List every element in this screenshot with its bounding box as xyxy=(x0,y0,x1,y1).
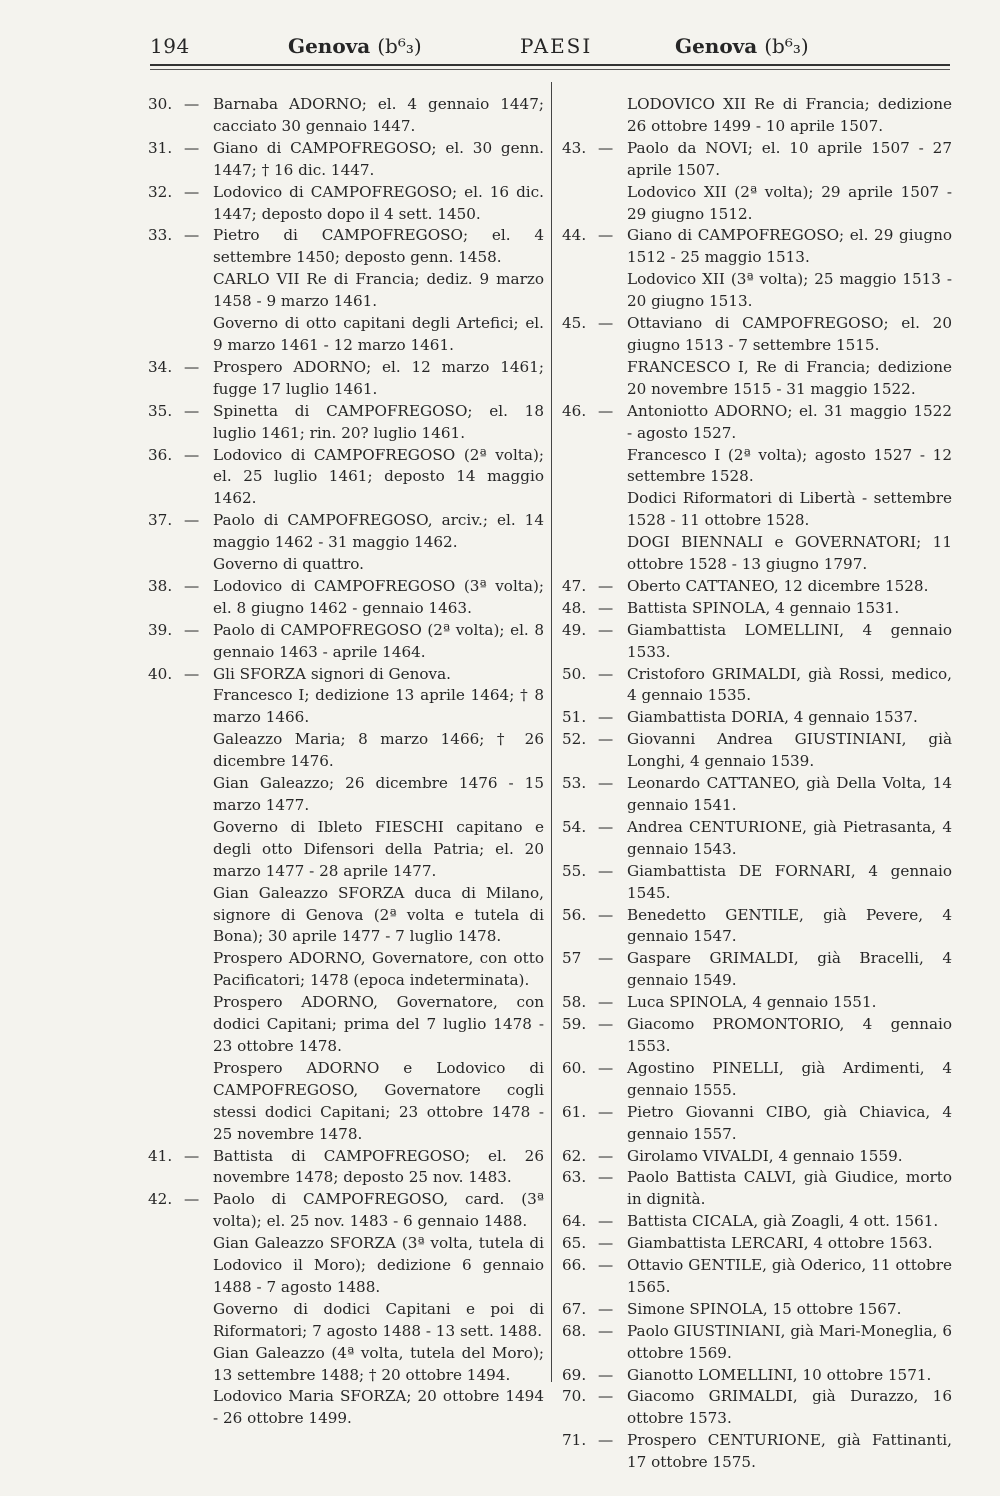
numbered-entry xyxy=(148,576,544,620)
entry-dash: — xyxy=(598,138,614,157)
entry-number: 65. xyxy=(562,1234,587,1253)
right-column xyxy=(562,94,952,1474)
entry-number: 30. xyxy=(148,95,173,113)
numbered-entry xyxy=(562,905,952,949)
entry-text: DOGI BIENNALI e GOVERNATORI; 11 ottobre 1528 - 13 giugno 1797. xyxy=(627,533,952,574)
entry-dash: — xyxy=(598,949,614,968)
entry-text: Paolo di CAMPOFREGOSO, card. (3ª volta); el. 25 nov. 1483 - 6 gennaio 1488. xyxy=(213,1190,544,1231)
sub-entry xyxy=(148,1058,544,1146)
entry-text: Governo di otto capitani degli Artefici; el. 9 marzo 1461 - 12 marzo 1461. xyxy=(213,314,544,354)
numbered-entry xyxy=(148,510,544,554)
entry-number: 34. xyxy=(148,357,173,376)
entry-dash: — xyxy=(598,1256,614,1275)
entry-text: Prospero CENTURIONE, già Fattinanti, 17 ottobre 1575. xyxy=(627,1431,952,1472)
entry-text: Giano di CAMPOFREGOSO; el. 29 giugno 1512 - 25 maggio 1513. xyxy=(627,226,952,267)
entry-text: Luca SPINOLA, 4 gennaio 1551. xyxy=(627,993,877,1012)
entry-number: 66. xyxy=(562,1256,587,1275)
entry-text: Governo di dodici Capitani e poi di Riformatori; 7 agosto 1488 - 13 sett. 1488. xyxy=(213,1299,544,1340)
numbered-entry xyxy=(562,620,952,664)
sub-entry xyxy=(148,685,544,729)
entry-dash: — xyxy=(184,620,200,639)
numbered-entry xyxy=(148,357,544,401)
entry-text: Governo di quattro. xyxy=(213,555,364,574)
entry-number: 62. xyxy=(562,1146,587,1165)
entry-dash: — xyxy=(184,182,200,201)
entry-dash: — xyxy=(184,511,200,530)
entry-dash: — xyxy=(598,598,614,617)
numbered-entry xyxy=(148,445,544,511)
numbered-entry xyxy=(148,94,544,138)
entry-dash: — xyxy=(598,1146,614,1165)
entry-number: 31. xyxy=(148,138,173,157)
entry-text: Galeazzo Maria; 8 marzo 1466; † 26 dicembre 1476. xyxy=(213,730,544,771)
entry-dash: — xyxy=(598,226,614,245)
entry-number: 46. xyxy=(562,401,587,420)
entry-text: CARLO VII Re di Francia; dediz. 9 marzo 1458 - 9 marzo 1461. xyxy=(213,270,544,311)
entry-number: 67. xyxy=(562,1299,587,1318)
numbered-entry xyxy=(562,313,952,357)
entry-text: Oberto CATTANEO, 12 dicembre 1528. xyxy=(627,576,929,595)
sub-entry xyxy=(148,313,544,357)
numbered-entry xyxy=(562,1430,952,1474)
entry-text: Gian Galeazzo; 26 dicembre 1476 - 15 marzo 1477. xyxy=(213,774,544,814)
entry-dash: — xyxy=(184,1146,200,1165)
entry-dash: — xyxy=(598,774,614,793)
numbered-entry xyxy=(562,729,952,773)
entry-dash: — xyxy=(184,1190,200,1209)
header-left-signature: (b⁶₃) xyxy=(377,34,422,58)
entry-dash: — xyxy=(598,1102,614,1121)
header-right-signature: (b⁶₃) xyxy=(764,34,809,58)
entry-number: 32. xyxy=(148,182,173,201)
header-left-name: Genova xyxy=(288,34,371,58)
entry-number: 48. xyxy=(562,598,587,617)
entry-number: 47. xyxy=(562,576,587,595)
sub-entry xyxy=(562,532,952,576)
entry-text: Prospero ADORNO; el. 12 marzo 1461; fugge 17 luglio 1461. xyxy=(213,357,544,398)
entry-text: Andrea CENTURIONE, già Pietrasanta, 4 gennaio 1543. xyxy=(627,817,952,858)
entry-text: Pietro Giovanni CIBO, già Chiavica, 4 gennaio 1557. xyxy=(627,1102,952,1143)
entry-number: 71. xyxy=(562,1431,587,1450)
entry-number: 51. xyxy=(562,708,587,727)
entry-text: Gli SFORZA signori di Genova. xyxy=(213,664,452,683)
entry-number: 42. xyxy=(148,1190,173,1209)
entry-dash: — xyxy=(598,1321,614,1340)
entry-text: Prospero ADORNO, Governatore, con dodici Capitani; prima del 7 luglio 1478 - 23 ottobre 1478. xyxy=(213,993,544,1055)
entry-dash: — xyxy=(598,664,614,683)
sub-entry xyxy=(148,269,544,313)
entry-number: 53. xyxy=(562,774,587,793)
entry-number: 54. xyxy=(562,817,587,836)
numbered-entry xyxy=(148,225,544,269)
entry-dash: — xyxy=(598,1212,614,1231)
numbered-entry xyxy=(562,1014,952,1058)
sub-entry xyxy=(148,1343,544,1387)
entry-dash: — xyxy=(598,1168,614,1187)
sub-entry xyxy=(148,883,544,949)
entry-dash: — xyxy=(184,226,200,245)
entry-text: Prospero ADORNO, Governatore, con otto Pacificatori; 1478 (epoca indeterminata). xyxy=(213,949,544,990)
entry-dash: — xyxy=(598,1058,614,1077)
numbered-entry xyxy=(562,1255,952,1299)
sub-entry xyxy=(148,773,544,817)
entry-text: Agostino PINELLI, già Ardimenti, 4 gennaio 1555. xyxy=(627,1058,952,1099)
entry-dash: — xyxy=(598,576,614,595)
entry-number: 58. xyxy=(562,993,587,1012)
entry-number: 36. xyxy=(148,445,173,464)
entry-text: Gian Galeazzo (4ª volta, tutela del Moro); 13 settembre 1488; † 20 ottobre 1494. xyxy=(213,1343,544,1384)
numbered-entry xyxy=(148,401,544,445)
entry-dash: — xyxy=(184,445,200,464)
entry-text: FRANCESCO I, Re di Francia; dedizione 20 novembre 1515 - 31 maggio 1522. xyxy=(627,357,952,398)
numbered-entry xyxy=(562,401,952,445)
entry-number: 55. xyxy=(562,861,587,880)
entry-text: Giano di CAMPOFREGOSO; el. 30 genn. 1447; † 16 dic. 1447. xyxy=(213,138,544,179)
numbered-entry xyxy=(148,1146,544,1190)
entry-dash: — xyxy=(598,1234,614,1253)
entry-dash: — xyxy=(184,664,200,683)
entry-text: Simone SPINOLA, 15 ottobre 1567. xyxy=(627,1299,902,1318)
left-column xyxy=(148,94,544,1430)
numbered-entry xyxy=(148,620,544,664)
entry-text: Girolamo VIVALDI, 4 gennaio 1559. xyxy=(627,1146,903,1165)
numbered-entry xyxy=(562,1299,952,1321)
entry-text: Giambattista DORIA, 4 gennaio 1537. xyxy=(627,708,918,727)
entry-text: Lodovico di CAMPOFREGOSO; el. 16 dic. 1447; deposto dopo il 4 sett. 1450. xyxy=(213,182,544,223)
entry-text: Giacomo PROMONTORIO, 4 gennaio 1553. xyxy=(627,1015,952,1055)
entry-text: Ottaviano di CAMPOFREGOSO; el. 20 giugno 1513 - 7 settembre 1515. xyxy=(627,314,952,354)
sub-entry xyxy=(562,357,952,401)
entry-text: Gian Galeazzo SFORZA duca di Milano, signore di Genova (2ª volta e tutela di Bona); 30 aprile 1477 - 7 luglio 1478. xyxy=(213,883,544,946)
sub-entry xyxy=(148,817,544,883)
entry-text: Leonardo CATTANEO, già Della Volta, 14 gennaio 1541. xyxy=(627,774,952,814)
entry-number: 39. xyxy=(148,620,173,639)
entry-text: Governo di Ibleto FIESCHI capitano e degli otto Difensori della Patria; el. 20 marzo 1477 - 28 aprile 1477. xyxy=(213,817,544,880)
entry-dash: — xyxy=(184,576,200,595)
header-right-title xyxy=(675,34,809,58)
entry-number: 57 xyxy=(562,949,582,968)
entry-dash: — xyxy=(598,620,614,639)
sub-entry xyxy=(562,182,952,226)
entry-number: 45. xyxy=(562,314,587,333)
entry-text: Prospero ADORNO e Lodovico di CAMPOFREGOSO, Governatore cogli stessi dodici Capitani; 23 ottobre 1478 - 25 novembre 1478. xyxy=(213,1058,544,1143)
entry-text: Lodovico XII (2ª volta); 29 aprile 1507 - 29 giugno 1512. xyxy=(627,182,952,223)
numbered-entry xyxy=(562,1365,952,1387)
entry-number: 63. xyxy=(562,1168,587,1187)
numbered-entry xyxy=(562,225,952,269)
entry-text: Francesco I; dedizione 13 aprile 1464; † 8 marzo 1466. xyxy=(213,686,544,727)
numbered-entry xyxy=(562,773,952,817)
sub-entry xyxy=(148,1233,544,1299)
entry-text: Benedetto GENTILE, già Pevere, 4 gennaio 1547. xyxy=(627,905,952,946)
entry-text: Lodovico Maria SFORZA; 20 ottobre 1494 - 26 ottobre 1499. xyxy=(213,1387,544,1428)
numbered-entry xyxy=(562,817,952,861)
entry-number: 43. xyxy=(562,138,587,157)
numbered-entry xyxy=(562,1386,952,1430)
entry-text: Paolo di CAMPOFREGOSO (2ª volta); el. 8 gennaio 1463 - aprile 1464. xyxy=(213,620,544,661)
entry-dash: — xyxy=(598,905,614,924)
numbered-entry xyxy=(562,992,952,1014)
sub-entry xyxy=(562,94,952,138)
entry-text: Lodovico di CAMPOFREGOSO (3ª volta); el. 8 giugno 1462 - gennaio 1463. xyxy=(213,576,544,617)
entry-dash: — xyxy=(598,401,614,420)
header-left-title xyxy=(288,34,422,58)
header-right-name: Genova xyxy=(675,34,758,58)
numbered-entry xyxy=(148,182,544,226)
header-rule xyxy=(150,64,950,66)
entry-text: Giovanni Andrea GIUSTINIANI, già Longhi, 4 gennaio 1539. xyxy=(627,730,952,771)
entry-dash: — xyxy=(184,95,200,113)
entry-dash: — xyxy=(598,993,614,1012)
sub-entry xyxy=(562,445,952,489)
entry-dash: — xyxy=(598,1365,614,1384)
entry-text: Gaspare GRIMALDI, già Bracelli, 4 gennaio 1549. xyxy=(627,949,952,990)
numbered-entry xyxy=(562,664,952,708)
entry-number: 68. xyxy=(562,1321,587,1340)
numbered-entry xyxy=(562,1102,952,1146)
numbered-entry xyxy=(148,138,544,182)
entry-text: Paolo di CAMPOFREGOSO, arciv.; el. 14 maggio 1462 - 31 maggio 1462. xyxy=(213,511,544,552)
entry-text: Paolo da NOVI; el. 10 aprile 1507 - 27 aprile 1507. xyxy=(627,138,952,179)
entry-dash: — xyxy=(598,1015,614,1034)
sub-entry xyxy=(562,269,952,313)
entry-dash: — xyxy=(598,861,614,880)
column-divider xyxy=(551,82,552,1382)
entry-dash: — xyxy=(598,1431,614,1450)
numbered-entry xyxy=(562,1146,952,1168)
entry-number: 33. xyxy=(148,226,173,245)
entry-dash: — xyxy=(184,357,200,376)
entry-dash: — xyxy=(598,1299,614,1318)
entry-number: 59. xyxy=(562,1015,587,1034)
entry-dash: — xyxy=(184,138,200,157)
sub-entry xyxy=(148,992,544,1058)
entry-text: Gianotto LOMELLINI, 10 ottobre 1571. xyxy=(627,1365,932,1384)
entry-text: Giambattista DE FORNARI, 4 gennaio 1545. xyxy=(627,861,952,902)
entry-dash: — xyxy=(598,730,614,749)
entry-text: Ottavio GENTILE, già Oderico, 11 ottobre 1565. xyxy=(627,1256,952,1296)
entry-number: 38. xyxy=(148,576,173,595)
entry-dash: — xyxy=(598,817,614,836)
sub-entry xyxy=(148,948,544,992)
entry-number: 37. xyxy=(148,511,173,530)
sub-entry xyxy=(148,1386,544,1430)
entry-number: 64. xyxy=(562,1212,587,1231)
numbered-entry xyxy=(562,1233,952,1255)
entry-number: 40. xyxy=(148,664,173,683)
entry-text: Battista SPINOLA, 4 gennaio 1531. xyxy=(627,598,900,617)
entry-text: Paolo GIUSTINIANI, già Mari-Moneglia, 6 ottobre 1569. xyxy=(627,1321,952,1362)
entry-text: Lodovico di CAMPOFREGOSO (2ª volta); el. 25 luglio 1461; deposto 14 maggio 1462. xyxy=(213,445,544,508)
entry-text: Battista di CAMPOFREGOSO; el. 26 novembre 1478; deposto 25 nov. 1483. xyxy=(213,1146,544,1187)
numbered-entry xyxy=(562,138,952,182)
entry-dash: — xyxy=(598,314,614,333)
entry-number: 69. xyxy=(562,1365,587,1384)
entry-text: Giambattista LERCARI, 4 ottobre 1563. xyxy=(627,1234,933,1253)
header-rule-thin xyxy=(150,69,950,70)
entry-number: 61. xyxy=(562,1102,587,1121)
sub-entry xyxy=(148,554,544,576)
entry-text: Lodovico XII (3ª volta); 25 maggio 1513 - 20 giugno 1513. xyxy=(627,270,952,311)
entry-dash: — xyxy=(598,1387,614,1406)
entry-number: 44. xyxy=(562,226,587,245)
numbered-entry xyxy=(148,1189,544,1233)
entry-number: 41. xyxy=(148,1146,173,1165)
entry-text: Francesco I (2ª volta); agosto 1527 - 12 settembre 1528. xyxy=(627,445,952,486)
entry-text: Cristoforo GRIMALDI, già Rossi, medico, 4 gennaio 1535. xyxy=(627,664,952,705)
numbered-entry xyxy=(562,598,952,620)
entry-number: 60. xyxy=(562,1058,587,1077)
entry-text: Antoniotto ADORNO; el. 31 maggio 1522 - agosto 1527. xyxy=(627,401,952,442)
sub-entry xyxy=(562,488,952,532)
entry-text: Paolo Battista CALVI, già Giudice, morto in dignità. xyxy=(627,1168,952,1209)
numbered-entry xyxy=(562,1167,952,1211)
entry-text: Giambattista LOMELLINI, 4 gennaio 1533. xyxy=(627,620,952,661)
entry-dash: — xyxy=(598,708,614,727)
numbered-entry xyxy=(562,1321,952,1365)
numbered-entry xyxy=(562,948,952,992)
entry-number: 49. xyxy=(562,620,587,639)
header-center-title: PAESI xyxy=(520,34,593,58)
page-number: 194 xyxy=(150,34,190,58)
numbered-entry xyxy=(562,1211,952,1233)
sub-entry xyxy=(148,729,544,773)
entry-text: Barnaba ADORNO; el. 4 gennaio 1447; cacciato 30 gennaio 1447. xyxy=(213,95,544,135)
entry-number: 52. xyxy=(562,730,587,749)
entry-text: Battista CICALA, già Zoagli, 4 ott. 1561. xyxy=(627,1212,939,1231)
numbered-entry xyxy=(562,707,952,729)
entry-dash: — xyxy=(184,401,200,420)
entry-number: 50. xyxy=(562,664,587,683)
entry-text: Dodici Riformatori di Libertà - settembre 1528 - 11 ottobre 1528. xyxy=(627,489,952,530)
sub-entry xyxy=(148,1299,544,1343)
numbered-entry xyxy=(148,664,544,686)
entry-number: 56. xyxy=(562,905,587,924)
entry-text: Pietro di CAMPOFREGOSO; el. 4 settembre 1450; deposto genn. 1458. xyxy=(213,226,544,267)
entry-number: 70. xyxy=(562,1387,587,1406)
entry-text: Gian Galeazzo SFORZA (3ª volta, tutela di Lodovico il Moro); dedizione 6 gennaio 1488 - 7 agosto 1488. xyxy=(213,1234,544,1296)
entry-text: LODOVICO XII Re di Francia; dedizione 26 ottobre 1499 - 10 aprile 1507. xyxy=(627,95,952,135)
numbered-entry xyxy=(562,861,952,905)
entry-text: Spinetta di CAMPOFREGOSO; el. 18 luglio 1461; rin. 20? luglio 1461. xyxy=(213,401,544,442)
entry-text: Giacomo GRIMALDI, già Durazzo, 16 ottobre 1573. xyxy=(627,1387,952,1428)
numbered-entry xyxy=(562,1058,952,1102)
entry-number: 35. xyxy=(148,401,173,420)
numbered-entry xyxy=(562,576,952,598)
